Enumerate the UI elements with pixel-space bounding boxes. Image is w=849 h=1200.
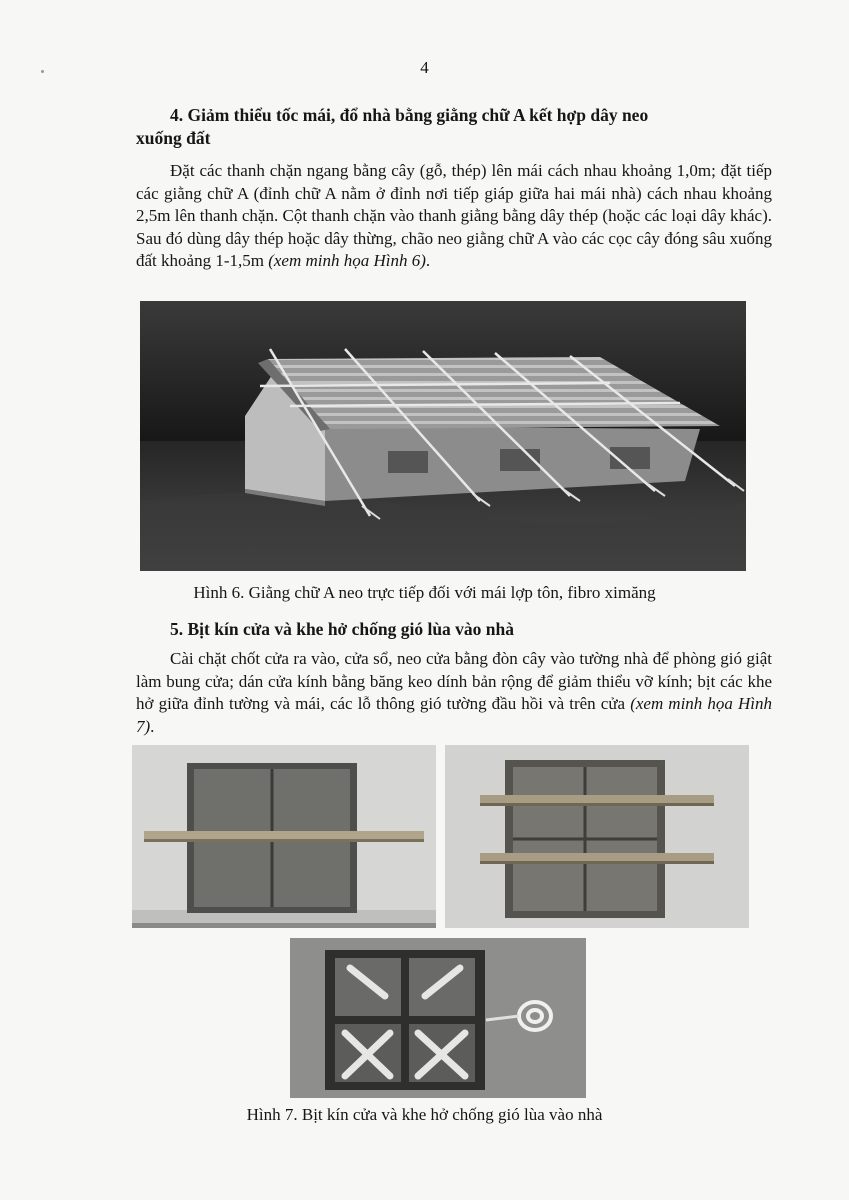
figure-7-bottom-image	[290, 938, 586, 1098]
figure-6-caption: Hình 6. Giằng chữ A neo trực tiếp đối với mái lợp tôn, fibro ximăng	[193, 583, 656, 602]
section-4-heading	[136, 104, 770, 150]
window-with-two-bars-illustration	[445, 745, 749, 928]
house-with-a-brace-illustration	[140, 301, 746, 571]
section-4-heading-line1: 4. Giảm thiểu tốc mái, đổ nhà bằng giằng chữ A kết hợp dây neo	[170, 105, 649, 125]
section-4-ref-end: .	[425, 251, 431, 270]
section-4-heading-line2: xuống đất	[136, 128, 211, 148]
window-with-single-bar-illustration	[132, 745, 436, 928]
window-with-tape-illustration	[290, 938, 586, 1098]
figure-7-right-image	[445, 745, 749, 928]
figure-7-left-image	[132, 745, 436, 928]
section-5-body	[136, 648, 772, 738]
figure-7-caption: Hình 7. Bịt kín cửa và khe hở chống gió lùa vào nhà	[246, 1105, 603, 1124]
figure-6-image	[140, 301, 746, 571]
section-5-body-text: Cài chặt chốt cửa ra vào, cửa sổ, neo cửa bằng đòn cây vào tường nhà để phòng gió giật làm bung cửa; dán cửa kính bằng băng keo dính bản rộng để giảm thiểu vỡ kính; bịt các khe hở giữa đỉnh tường và mái, các lỗ thông gió tường đầu hồi và trên cửa	[136, 649, 772, 713]
section-4-body	[136, 160, 772, 273]
section-5-heading: 5. Bịt kín cửa và khe hở chống gió lùa vào nhà	[170, 619, 515, 639]
section-4-figure-ref: (xem minh họa Hình 6)	[268, 251, 426, 270]
page-number: 4	[420, 58, 429, 77]
section-4-body-text: Đặt các thanh chặn ngang bằng cây (gỗ, thép) lên mái cách nhau khoảng 1,0m; đặt tiếp các giằng chữ A (đỉnh chữ A nằm ở đỉnh nơi tiếp giáp giữa hai mái nhà) cách nhau khoảng 2,5m lên thanh chặn. Cột thanh chặn vào thanh giằng bằng dây thép (hoặc các loại dây khác). Sau đó dùng dây thép hoặc dây thừng, chão neo giằng chữ A vào các cọc cây đóng sâu xuống đất khoảng 1-1,5m	[136, 161, 772, 270]
section-5-ref-end: .	[150, 716, 155, 736]
section-5-figure-ref: (xem minh họa Hình 7)	[136, 694, 772, 736]
